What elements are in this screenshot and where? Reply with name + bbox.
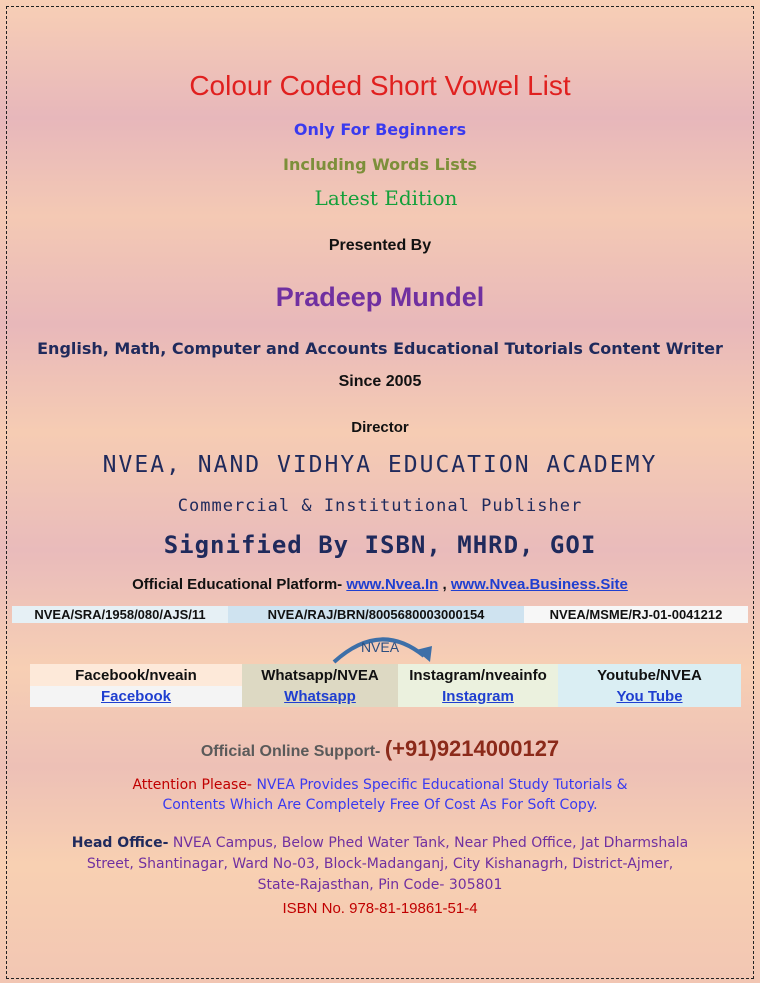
subtitle-beginners: Only For Beginners	[293, 120, 467, 139]
signified-line: Signified By ISBN, MHRD, GOI	[163, 531, 597, 559]
author-role: English, Math, Computer and Accounts Educational Tutorials Content Writer	[37, 339, 723, 358]
head-office-line-3: State-Rajasthan, Pin Code- 305801	[257, 877, 503, 893]
edition-label: Latest Edition	[314, 186, 458, 210]
registration-number: NVEA/SRA/1958/080/AJS/11	[12, 606, 228, 623]
isbn-number: ISBN No. 978-81-19861-51-4	[282, 900, 478, 917]
whatsapp-link[interactable]: Whatsapp	[242, 686, 398, 707]
head-office-line-2: Street, Shantinagar, Ward No-03, Block-Madanganj, City Kishanagrh, District-Ajmer,	[86, 856, 674, 872]
director-label: Director	[351, 419, 409, 436]
instagram-link[interactable]: Instagram	[398, 686, 558, 707]
registration-number: NVEA/MSME/RJ-01-0041212	[524, 606, 748, 623]
support-phone: (+91)9214000127	[384, 736, 560, 761]
author-name: Pradeep Mundel	[275, 282, 485, 312]
registration-row	[12, 606, 748, 623]
social-column-facebook	[30, 664, 242, 707]
platform-separator: ,	[442, 576, 447, 593]
online-support	[0, 736, 760, 762]
publisher-line: Commercial & Institutional Publisher	[177, 496, 583, 516]
attention-line-1	[0, 777, 760, 793]
platform-label: Official Educational Platform-	[132, 576, 343, 593]
facebook-handle: Facebook/nveain	[30, 664, 242, 686]
registration-number: NVEA/RAJ/BRN/8005680003000154	[228, 606, 524, 623]
instagram-handle: Instagram/nveainfo	[398, 664, 558, 686]
attention-text: NVEA Provides Specific Educational Study Tutorials &	[256, 777, 628, 793]
attention-line-2: Contents Which Are Completely Free Of Cost As For Soft Copy.	[162, 797, 598, 813]
subtitle-words-lists: Including Words Lists	[283, 155, 477, 174]
page-border	[6, 6, 754, 979]
support-label: Official Online Support-	[200, 743, 381, 760]
social-column-instagram	[398, 664, 558, 707]
document-title: Colour Coded Short Vowel List	[189, 70, 571, 101]
youtube-handle: Youtube/NVEA	[558, 664, 741, 686]
head-office-line-1	[0, 835, 760, 851]
platform-link-nvea-in[interactable]: www.Nvea.In	[346, 576, 439, 593]
attention-label: Attention Please-	[132, 777, 252, 793]
head-office-text: NVEA Campus, Below Phed Water Tank, Near Phed Office, Jat Dharmshala	[172, 835, 689, 851]
nvea-badge: NVEA	[360, 639, 400, 655]
social-column-whatsapp	[242, 664, 398, 707]
social-table	[30, 664, 741, 707]
official-platform	[0, 576, 760, 593]
since-year: Since 2005	[338, 373, 422, 390]
platform-link-business-site[interactable]: www.Nvea.Business.Site	[450, 576, 628, 593]
academy-name: NVEA, NAND VIDHYA EDUCATION ACADEMY	[102, 452, 658, 478]
head-office-label: Head Office-	[71, 835, 169, 851]
presented-by: Presented By	[328, 237, 432, 254]
whatsapp-handle: Whatsapp/NVEA	[242, 664, 398, 686]
youtube-link[interactable]: You Tube	[558, 686, 741, 707]
facebook-link[interactable]: Facebook	[30, 686, 242, 707]
social-column-youtube	[558, 664, 741, 707]
